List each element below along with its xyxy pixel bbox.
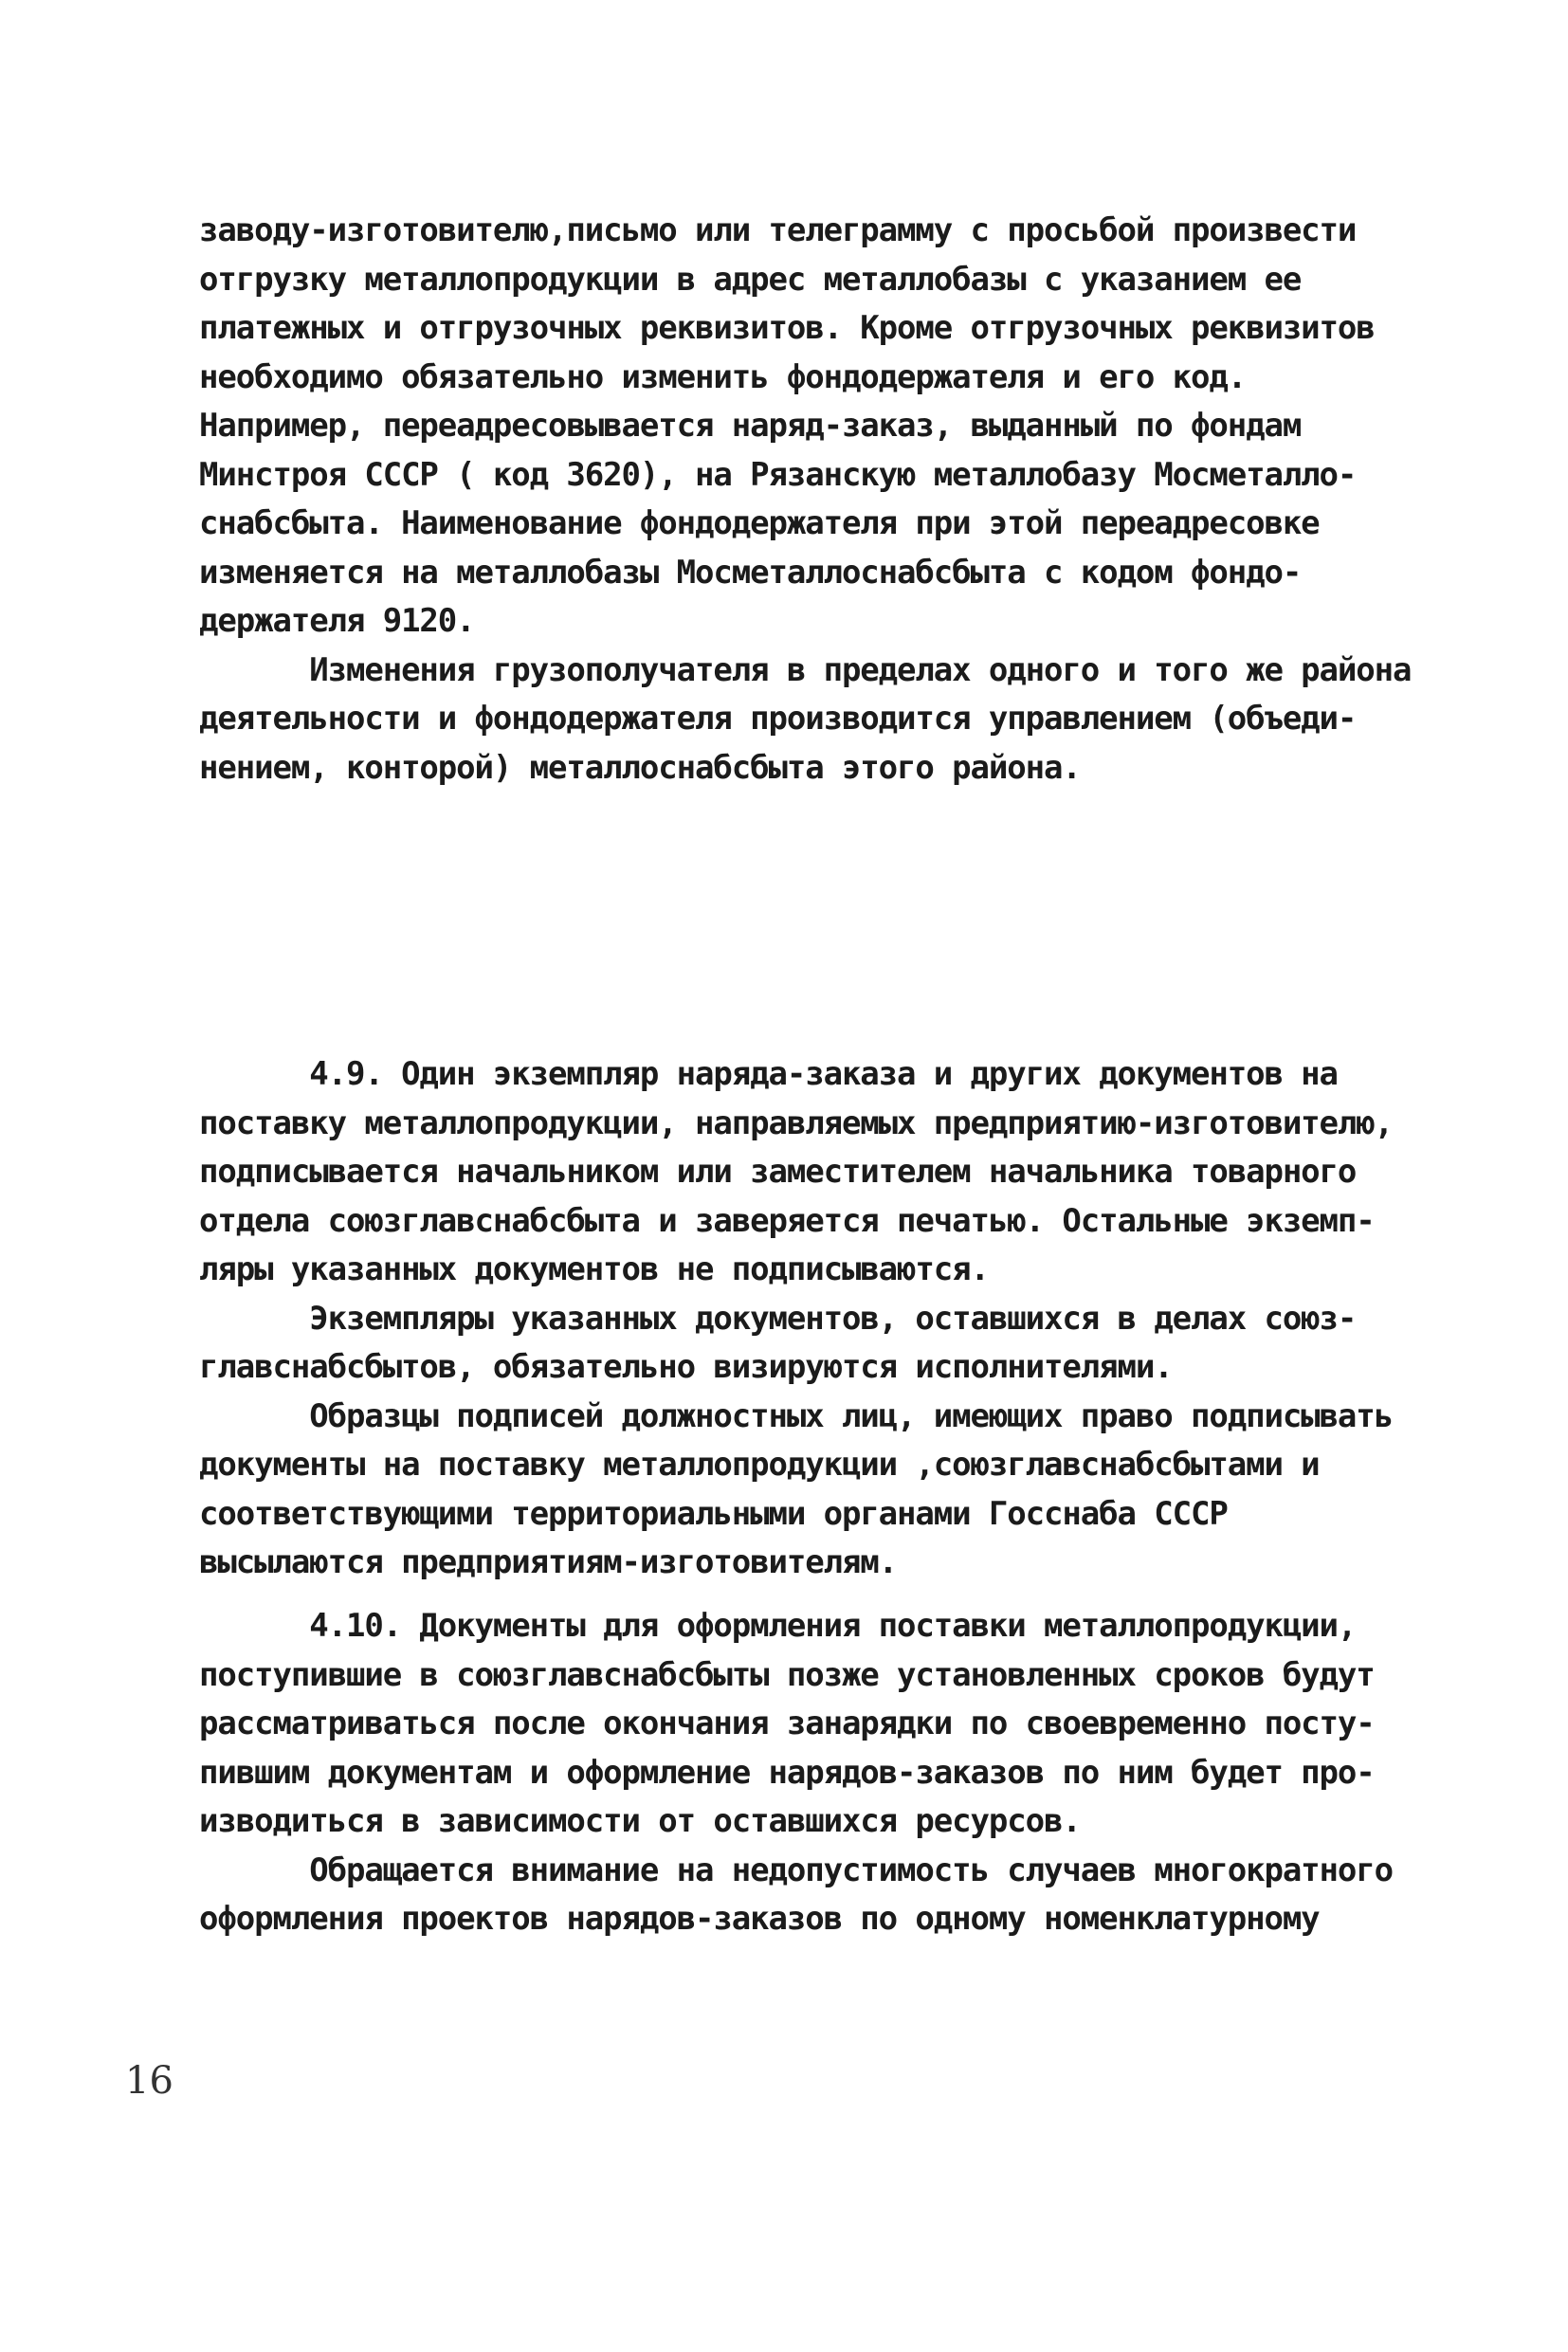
text-line: главснабсбытов, обязательно визируются исполнителями. (199, 1348, 1173, 1386)
text-line: соответствующими территориальными органами Госснаба СССР (199, 1494, 1228, 1533)
text-line: ляры указанных документов не подписываются. (199, 1250, 989, 1288)
text-line: необходимо обязательно изменить фондодержателя и его код. (199, 357, 1247, 396)
text-line: отдела союзглавснабсбыта и заверяется печатью. Остальные экземп- (199, 1201, 1375, 1240)
text-line: нением, конторой) металлоснабсбыта этого района. (199, 748, 1081, 787)
text-line: подписывается начальником или заместителем начальника товарного (199, 1153, 1357, 1191)
text-line: Экземпляры указанных документов, оставшихся в делах союз- (199, 1299, 1357, 1338)
text-line: изменяется на металлобазы Мосметаллоснабсбыта с кодом фондо- (199, 553, 1302, 592)
text-line: пившим документам и оформление нарядов-заказов по ним будет про- (199, 1753, 1375, 1792)
text-line: рассматриваться после окончания занарядки по своевременно посту- (199, 1705, 1375, 1742)
page-number: 16 (125, 2059, 173, 2103)
text-line: Обращается внимание на недопустимость случаев многократного (199, 1851, 1394, 1889)
text-line: Например, переадресовывается наряд-заказ, выданный по фондам (199, 407, 1302, 445)
text-line: заводу-изготовителю,письмо или телеграмму с просьбой произвести (199, 211, 1357, 249)
text-line: снабсбыта. Наименование фондодержателя при этой переадресовке (199, 504, 1320, 542)
text-line: платежных и отгрузочных реквизитов. Кроме отгрузочных реквизитов (199, 309, 1375, 347)
text-line: поступившие в союзглавснабсбыты позже установленных сроков будут (199, 1655, 1375, 1694)
text-line: деятельности и фондодержателя производится управлением (объеди- (199, 700, 1357, 738)
text-line: Образцы подписей должностных лиц, имеющих право подписывать (199, 1396, 1394, 1435)
text-line: отгрузку металлопродукции в адрес металлобазы с указанием ее (199, 260, 1302, 299)
text-line: Минстроя СССР ( код 3620), на Рязанскую металлобазу Мосметалло- (199, 455, 1357, 494)
text-line: документы на поставку металлопродукции ,союзглавснабсбытами и (199, 1446, 1320, 1484)
text-line: держателя 9120. (199, 602, 475, 640)
continuation-paragraph (199, 207, 1431, 793)
text-line: Изменения грузополучателя в пределах одного и того же района (199, 650, 1412, 689)
text-line: оформления проектов нарядов-заказов по одному номенклатурному (199, 1900, 1320, 1938)
section-4-9-paragraph (199, 1050, 1431, 1588)
text-line: изводиться в зависимости от оставшихся ресурсов. (199, 1802, 1081, 1840)
text-line: высылаются предприятиям-изготовителям. (199, 1543, 898, 1581)
text-line: 4.10. Документы для оформления поставки металлопродукции, (199, 1607, 1357, 1645)
text-line: 4.9. Один экземпляр наряда-заказа и других документов на (199, 1055, 1338, 1093)
text-line: поставку металлопродукции, направляемых предприятию-изготовителю, (199, 1103, 1394, 1142)
section-4-10-paragraph (199, 1602, 1431, 1944)
